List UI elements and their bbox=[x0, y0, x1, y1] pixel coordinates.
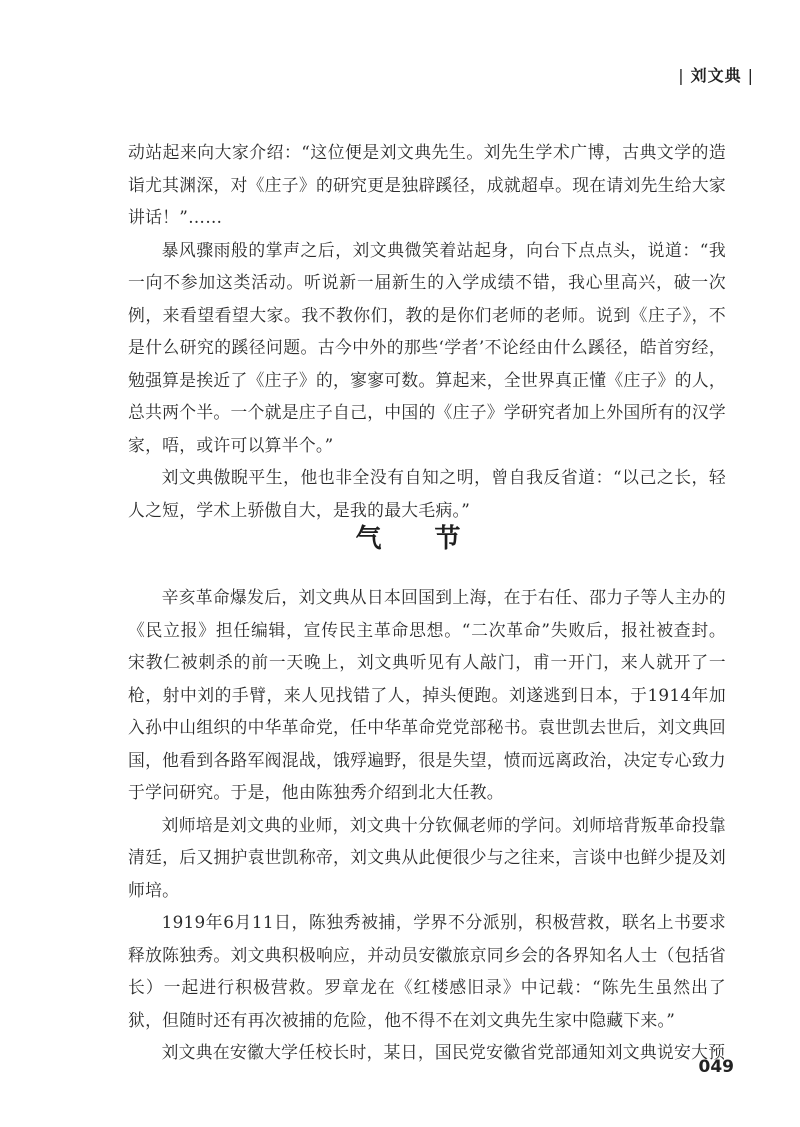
running-header bbox=[672, 63, 760, 86]
paragraph: 辛亥革命爆发后，刘文典从日本回国到上海，在于右任、邵力子等人主办的《民立报》担任编辑，宣传民主革命思想。“二次革命”失败后，报社被查封。宋教仁被刺杀的前一天晚上，刘文典听见有人敲门，甫一开门，来人就开了一枪，射中刘的手臂，来人见找错了人，掉头便跑。刘遂逃到日本，于1914年加入孙中山组织的中华革命党，任中华革命党党部秘书。袁世凯去世后，刘文典回国，他看到各路军阀混战，饿殍遍野，很是失望，愤而远离政治，决定专心致力于学问研究。于是，他由陈独秀介绍到北大任教。 bbox=[128, 587, 726, 802]
paragraph: 暴风骤雨般的掌声之后，刘文典微笑着站起身，向台下点点头，说道：“我一向不参加这类活动。听说新一届新生的入学成绩不错，我心里高兴，破一次例，来看望看望大家。我不教你们，教的是你们老师的老师。说到《庄子》，不是什么研究的蹊径问题。古今中外的那些‘学者’不论经由什么蹊径，皓首穷经，勉强算是挨近了《庄子》的，寥寥可数。算起来，全世界真正懂《庄子》的人，总共两个半。一个就是庄子自己，中国的《庄子》学研究者加上外国所有的汉学家，唔，或许可以算半个。” bbox=[128, 239, 726, 455]
paragraph-continuation: 动站起来向大家介绍：“这位便是刘文典先生。刘先生学术广博，古典文学的造诣尤其渊深，对《庄子》的研究更是独辟蹊径，成就超卓。现在请刘先生给大家讲话！”…… bbox=[128, 142, 726, 227]
section-heading: 气 节 bbox=[355, 524, 483, 554]
paragraph: 1919年6月11日，陈独秀被捕，学界不分派别，积极营救，联名上书要求释放陈独秀。刘文典积极响应，并动员安徽旅京同乡会的各界知名人士（包括省长）一起进行积极营救。罗章龙在《红楼感旧录》中记载：“陈先生虽然出了狱，但随时还有再次被捕的危险，他不得不在刘文典先生家中隐藏下来。” bbox=[128, 912, 726, 1030]
running-title: 刘文典 bbox=[690, 66, 742, 85]
text-block-before-section bbox=[128, 136, 726, 526]
paragraph: 刘师培是刘文典的业师，刘文典十分钦佩老师的学问。刘师培背叛革命投靠清廷，后又拥护袁世凯称帝，刘文典从此便很少与之往来，言谈中也鲜少提及刘师培。 bbox=[128, 814, 726, 900]
page-number: 049 bbox=[698, 1057, 734, 1077]
paragraph: 刘文典在安徽大学任校长时，某日，国民党安徽省党部通知刘文典说安大预 bbox=[161, 1042, 726, 1062]
text-block-after-section bbox=[128, 581, 726, 1069]
header-separator-right: | bbox=[747, 66, 754, 85]
paragraph: 刘文典傲睨平生，他也非全没有自知之明，曾自我反省道：“以己之长，轻人之短，学术上骄傲自大，是我的最大毛病。” bbox=[128, 467, 726, 520]
header-separator-left: | bbox=[678, 66, 685, 85]
